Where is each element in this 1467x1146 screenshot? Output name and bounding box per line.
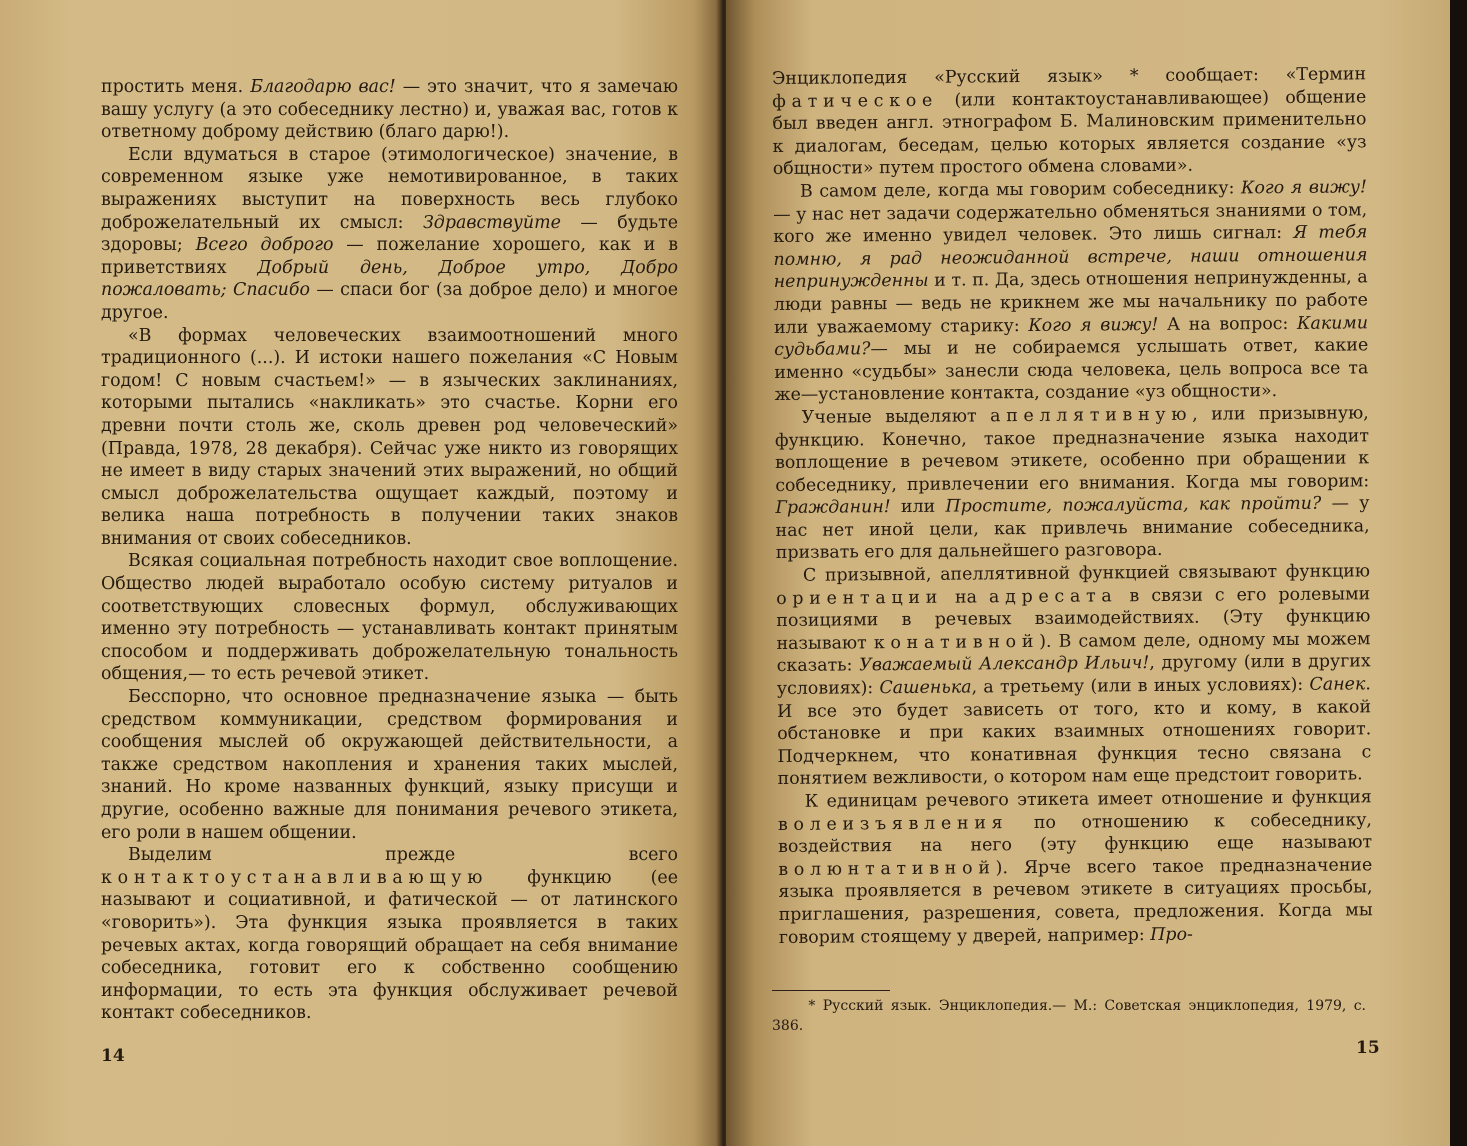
text-run: — пожелание хорошего, как и в приветствиях	[101, 235, 678, 278]
text-run: , а третьему (или в иных условиях):	[971, 674, 1310, 698]
left-page-text	[101, 76, 678, 1025]
spaced-term: апеллятивную	[989, 404, 1193, 427]
left-page	[0, 0, 722, 1146]
italic-run: Про-	[1150, 924, 1193, 945]
text-run: и т. п. Да, здесь отношения непринужденны, а люди равны — ведь не крикнем же мы начальнику по работе или уважаемому старику:	[773, 267, 1368, 338]
italic-run: Здравствуйте	[422, 212, 561, 233]
text-run: на	[942, 586, 990, 608]
text-run: . И все это будет зависеть от того, кто и кому, в какой обстановке и при каких взаимных отношениях говорит. Подчеркнем, что конативная функция тесно связана с понятием вежливости, о котором нам еще предстоит говорить.	[776, 674, 1372, 790]
italic-run: Гражданин!	[775, 497, 891, 519]
italic-run: Какими судьбами?	[774, 312, 1369, 361]
footnote: * Русский язык. Энциклопедия.— М.: Советская энциклопедия, 1979, с. 386.	[772, 998, 1366, 1034]
text-run: или	[890, 496, 946, 518]
italic-run: Всего доброго	[195, 235, 334, 256]
text-run: функцию (ее называют и социативной, и фатической — от латинского «говорить»). Эта функция языка проявляется в таких речевых актах, когда говорящий обращает на себя внимание собеседника, готовит его к собственно сообщению информации, то есть эта функция обслуживает речевой контакт собеседников.	[101, 867, 678, 1024]
text-run: К единицам речевого этикета имеет отношение и функция	[804, 787, 1372, 812]
paragraph	[101, 76, 678, 144]
paragraph	[101, 550, 678, 686]
paragraph	[101, 144, 678, 325]
right-page-text	[772, 63, 1373, 949]
italic-run: Санек	[1309, 674, 1366, 695]
paragraph	[772, 63, 1367, 181]
right-page	[726, 0, 1450, 1146]
text-run: — у нас нет задачи содержательно обменяться знаниями о том, кого же именно увидел человек. Это лишь сигнал:	[773, 199, 1368, 248]
text-run: , или призывную, функцию. Конечно, такое предназначение языка находит воплощение в речевом этикете, особенно при обращении к собеседнику, привлечении его внимания. Когда мы говорим:	[774, 403, 1370, 496]
italic-run: Добрый день, Доброе утро, Добро пожаловать; Спасибо	[101, 257, 678, 301]
spaced-term: волеизъявления	[777, 812, 1009, 835]
text-run: Если вдуматься в старое (этимологическое) значение, в современном языке уже немотивированное, в таких выражениях выступит на поверхность весь глубоко доброжелательный их смысл:	[101, 144, 678, 233]
spaced-term: контактоустанавливающую	[101, 867, 489, 888]
italic-run: Благодарю вас!	[250, 77, 396, 97]
text-run: простить меня.	[101, 77, 251, 97]
italic-run: Я тебя помню, я рад неожиданной встрече, наши отношения непринужденны	[773, 222, 1368, 293]
text-run: — мы и не собираемся услышать ответ, какие именно «судьбы» занесли сюда человека, цель вопроса все та же—установление контакта, создание «уз общности».	[774, 335, 1369, 406]
text-run: , другому (или в других условиях):	[776, 651, 1371, 700]
paragraph	[101, 325, 678, 551]
text-run: — спаси бог (за доброе дело) и многое другое.	[101, 280, 678, 323]
italic-run: Кого я вижу!	[1028, 314, 1159, 336]
paragraph	[773, 176, 1369, 407]
spaced-term: фатическое	[772, 90, 939, 112]
italic-run: Простите, пожалуйста, как пройти?	[945, 493, 1322, 517]
footnote-rule	[772, 990, 890, 991]
page-number-left: 14	[101, 1046, 125, 1066]
text-run: ). В самом деле, одному мы можем сказать:	[776, 629, 1371, 677]
text-run: «В формах человеческих взаимоотношений много традиционного (...). И истоки нашего пожелания «С Новым годом! С новым счастьем!» — в языческих заклинаниях, которыми пытались «накликать» это счастье. Корни его древни почти столь же, сколь древен род человеческий» (Правда, 1978, 28 декабря). Сейчас уже никто из говорящих не имеет в виду старых значений этих выражений, но общий смысл доброжелательства ощущает каждый, поэтому и велика наша потребность в получении таких знаков внимания от своих собеседников.	[101, 325, 678, 549]
scan-edge	[1450, 0, 1467, 1146]
text-run: — будьте здоровы;	[101, 212, 678, 256]
text-run: в связи с его ролевыми позициями в речевых взаимодействиях. (Эту функцию называют	[776, 583, 1371, 654]
spaced-term: волюнтативной	[778, 858, 996, 880]
text-run: Ученые выделяют	[801, 406, 991, 428]
spaced-term: ориентации	[776, 587, 944, 609]
text-run: — это значит, что я замечаю вашу услугу (а это собеседнику лестно) и, уважая вас, готов к ответному доброму действию (благо дарю!).	[101, 77, 679, 143]
italic-run: Уважаемый Александр Ильич!	[859, 653, 1150, 676]
text-run: Бесспорно, что основное предназначение языка — быть средством коммуникации, средством формирования и сообщения мыслей об окружающей действительности, а также средством накопления и хранения таких мыслей, знаний. Но кроме названных функций, языку присущи и другие, особенно важные для понимания речевого этикета, его роли в нашем общении.	[101, 687, 678, 843]
text-run: по отношению к собеседнику, воздействия на него (эту функцию еще называют	[778, 809, 1373, 858]
paragraph	[775, 402, 1370, 565]
text-run: ). Ярче всего такое предназначение языка проявляется в речевом этикете в ситуациях просьбы, приглашения, разрешения, совета, предложения. Когда мы говорим стоящему у дверей, например:	[778, 855, 1373, 948]
text-run: — у нас нет иной цели, как привлечь внимание собеседника, призвать его для дальнейшего разговора.	[775, 493, 1370, 564]
text-run: Энциклопедия «Русский язык» * сообщает: «Термин	[772, 64, 1367, 89]
paragraph	[778, 786, 1373, 949]
text-run: В самом деле, когда мы говорим собеседнику:	[799, 178, 1242, 202]
paragraph	[101, 686, 678, 844]
text-run: Всякая социальная потребность находит свое воплощение. Общество людей выработало особую систему ритуалов и соответствующих словесных формул, обслуживающих именно эту потребность — устанавливать контакт принятым способом и поддерживать доброжелательную тональность общения,— то есть речевой этикет.	[101, 551, 678, 685]
spaced-term: адресата	[988, 585, 1118, 607]
text-run: С призывной, апеллятивной функцией связывают функцию	[802, 561, 1371, 586]
text-run: (или контактоустанавливающее) общение был введен англ. этнографом Б. Малиновским применительно к диалогам, беседам, целью которых является создание «уз общности» путем простого обмена словами».	[772, 86, 1367, 180]
paragraph	[101, 844, 678, 1025]
text-run: А на вопрос:	[1158, 313, 1298, 335]
paragraph	[776, 560, 1372, 791]
text-run: Выделим прежде всего	[127, 845, 678, 866]
italic-run: Кого я вижу!	[1240, 177, 1368, 199]
spaced-term: конативной	[873, 631, 1040, 654]
italic-run: Сашенька	[879, 677, 972, 699]
page-number-right: 15	[1356, 1038, 1380, 1058]
